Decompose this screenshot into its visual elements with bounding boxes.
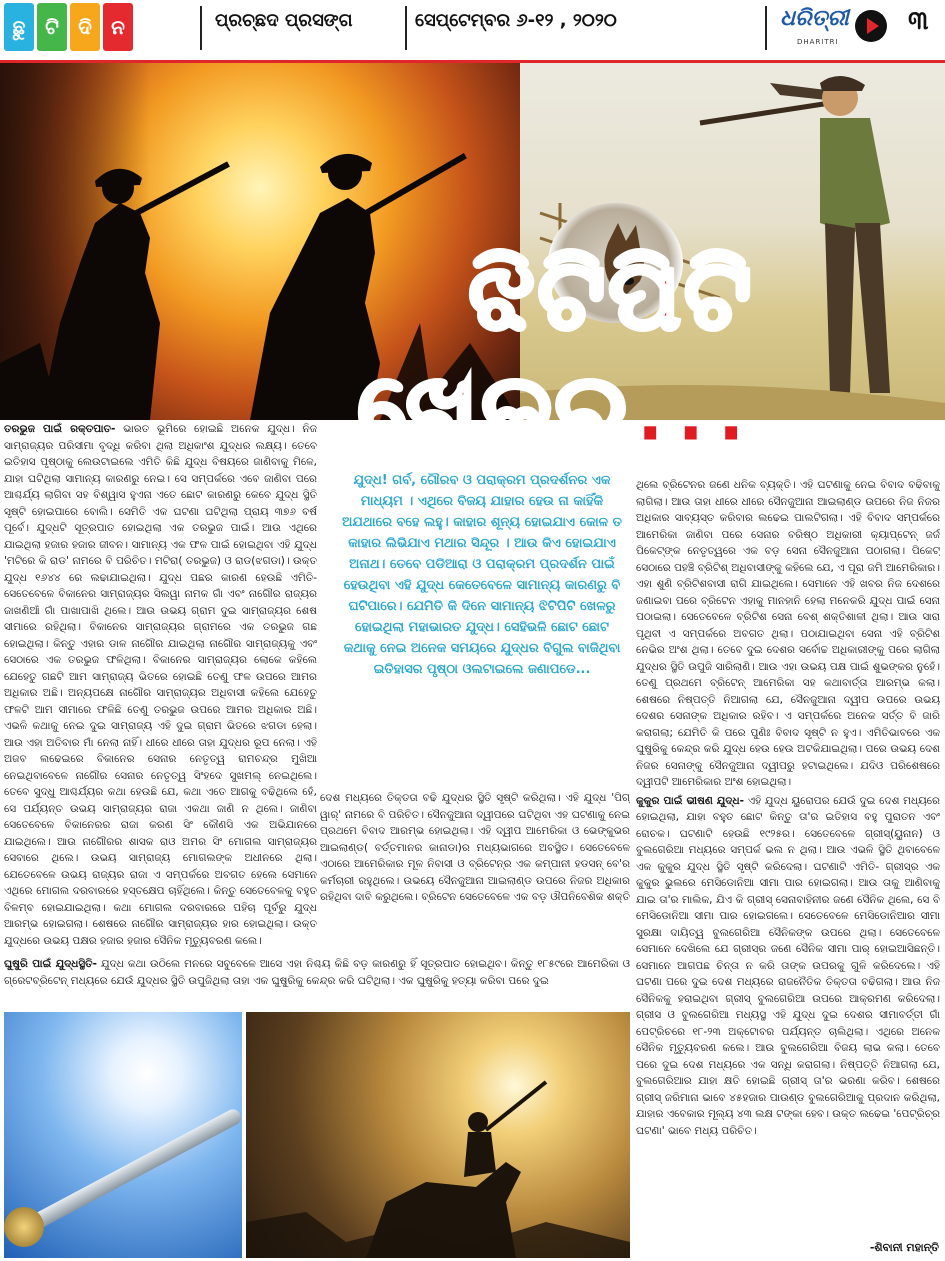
intro-blurb: ଯୁଦ୍ଧ! ଗର୍ବ, ଗୌରବ ଓ ପରାକ୍ରମ ପ୍ରଦର୍ଶନର ଏକ ମାଧ୍ୟମ । ଏଥିରେ ବିଜୟ ଯାହାର ହେଉ ନା କାହିଁକି ଅଯଥାରେ ବହେ ଲହୁ। କାହାର ଶୂନ୍ୟ ହୋଇଯାଏ କୋଳ ତ କାହାର ଲିଭିଯାଏ ମଥାର ସିନ୍ଦୂର । ଆଉ କିଏ ହୋଇଯାଏ ଅନାଥ। ତେବେ ପଡିଆରା ଓ ପରାକ୍ରମ ପ୍ରଦର୍ଶନ ପାଇଁ ହେଉଥିବା ଏହି ଯୁଦ୍ଧ କେତେବେଳେ ସାମାନ୍ୟ କାରଣରୁ ବି ଘଟିପାରେ। ଯେମିତି କି ଦିନେ ସାମାନ୍ୟ ଝିଟିପିଟି ଖେଳରୁ ହୋଇଥିଲା ମହାଭାରତ ଯୁଦ୍ଧ। ସେହିଭଳି ଛୋଟ ଛୋଟ କଥାକୁ ନେଇ ଅନେକ ସମୟରେ ଯୁଦ୍ଧର ବିଗୁଲ ବାଜିଥିବା ଇତିହାସର ପୃଷ୍ଠା ଓଲଟାଇଲେ ଜଣାପଡେ... [342,473,622,677]
battle-scene-photo [246,1012,630,1258]
sword-sky-photo [4,1012,242,1258]
article-paragraph [4,421,317,949]
paragraph-text: ଥିଲେ ବ୍ରିଟେନର ଜଣେ ଧନିକ ବ୍ୟକ୍ତି। ଏହି ଘଟଣାକୁ ନେଇ ବିବାଦ ବଢିବାକୁ ଲାଗିଲା। ଆଉ ତାହା ଧୀରେ ଧୀରେ ସୈନଜୁଆନା ଆଇଲାଣ୍ଡ ଉପରେ ନିଜ ନିଜର ଅଧିକାର ସାବ୍ୟସ୍ତ କରିବାର ଲଢେଇ ପାଲଟିଗଲା। ଏହି ବିବାଦ ସମ୍ପର୍କରେ ଆମେରିକା ଜାଣିବା ପରେ ସେନାର ବରିଷ୍ଠ ଅଧିକାରୀ କ୍ୟାପ୍ଟେନ୍ ଜର୍ଜ ପିକେଟ୍ଙ୍କ ନେତୃତ୍ୱରେ ଏକ ବଡ଼ ସେନା ସୈନଜୁଆନା ପଠାଗଲା। ପିକେଟ୍ ସେଠାରେ ପହଞ୍ଚି ବ୍ରିଟିଶ୍ ଅଧିବାସୀଙ୍କୁ କହିଲେ ଯେ, ଏ ପୂରା ଜମି ଆମେରିକାର। ଏହା ଶୁଣି ବ୍ରିଟିଶବାସୀ ରାଗି ଯାଇଥିଲେ। ସେମାନେ ଏହି ଖବର ନିଜ ଦେଶରେ ଜଣାଇବା ପରେ ବ୍ରିଟେନ ଏହାକୁ ମାନହାନି ହେଲା ମନେକରି ଯୁଦ୍ଧ ପାଇଁ ସେନା ପଠାଇଲା। ସେତେବେଳେ ବ୍ରିଟିଶ ସେନା ବେଶ୍ ଶକ୍ତିଶାଳୀ ଥିଲା। ଆଉ ସାରା ପୃଥିବୀ ଏ ସମ୍ପର୍କରେ ଅବଗତ ଥିଲା। ପଠାଯାଇଥିବା ସେନା ଏହି ବ୍ରିଟିଶ ନେଭିର ଅଂଶ ଥିଲା। ତେବେ ଦୁଇ ଦେଶର ସର୍ବୋଚ୍ଚ ଅଧିକାରୀଙ୍କୁ ପରେ ଲାଗିଲା ଯୁଦ୍ଧର ସ୍ଥିତି ଉପୁଜି ସାରିଲାଣି। ଆଉ ଏହା ଉଭୟ ପକ୍ଷ ପାଇଁ ଶୁଭଙ୍କର ନୁହେଁ। ତେଣୁ ପ୍ରଥମେ ବ୍ରିଟେନ୍ ଆମେରିକା ସହ କଥାବାର୍ତ୍ତା ଆରମ୍ଭ କଲା। ଶେଷରେ ନିଷ୍ପତ୍ତି ନିଆଗଲା ଯେ, ସୈନଜୁଆନା ଦ୍ୱୀପ ଉପରେ ଉଭୟ ଦେଶର ସେନାଙ୍କ ଅଧିକାର ରହିବ। ଏ ସମ୍ପର୍କରେ ଅନେକ ସର୍ତ୍ତ ବି ଜାରି କରାଗଲା; ଯେମିତି କି ପରେ ପୁଣିଃ ବିବାଦ ସୃଷ୍ଟି ନ ହୁଏ। ଏମିତିଭାବରେ ଏକ ଘୁଷୁରିକୁ କେନ୍ଦ୍ର କରି ଯୁଦ୍ଧ ହେଉ ହେଉ ଅଟକିଯାଇଥିଲା। ପରେ ଉଭୟ ଦେଶ ନିଜର ସେନାଙ୍କୁ ସୈନଜୁଆନା ଦ୍ୱୀପରୁ ହଟାଇଥିଲେ। ଯଦିଓ ପରିଶେଷରେ ଦ୍ୱୀପଟି ଆମେରିକାର ଅଂଶ ହୋଇଥିଲା। [636,479,940,788]
headline-line-1: ଝିଟିପିଟି [469,239,756,351]
cavalry-silhouette [246,1012,630,1258]
paragraph-text: ଯୁଦ୍ଧ କଥା ଉଠିଲେ ମନରେ ସବୁବେଳେ ଆସେ ଏହା ନିଶ୍ଚୟ କିଛି ବଡ଼ କାରଣରୁ ହିଁ ସୂତ୍ରପାତ ହୋଇଥିବ। କିନ୍ତୁ ୧୮୫୯ରେ ଆମେରିକା ଓ ଗ୍ରେଟବ୍ରିଟେନ୍ ମଧ୍ୟରେ ଯେଉଁ ଯୁଦ୍ଧର ସ୍ଥିତି ଉପୁଜିଥିଲା ତାହା ଏକ ଘୁଷୁରିକୁ କେନ୍ଦ୍ର କରି ଘଟିଥିଲା। ଏକ ଘୁଷୁରିକୁ ହତ୍ୟା କରିବା ପରେ ଦୁଇ [4,958,630,987]
logo-letter-3: ଦି [70,3,100,51]
section-heading: କୁକୁର ପାଇଁ ଭୀଷଣ ଯୁଦ୍ଧ- [636,794,744,807]
paragraph-text: ଭାରତ ଭୂମିରେ ହୋଇଛି ଅନେକ ଯୁଦ୍ଧ। ନିଜ ସାମ୍ରାଜ୍ୟର ପରିସୀମା ବୃଦ୍ଧି କରିବା ଥିଲା ଅଧିକାଂଶ ଯୁଦ୍ଧର ଲକ୍ଷ୍ୟ। ତେବେ ଇତିହାସ ପୃଷ୍ଠାକୁ ଲେଉଟାଇଲେ ଏମିତି କିଛି ଯୁଦ୍ଧ ବିଷୟରେ ଜାଣିବାକୁ ମିଳେ, ଯାହା ଘଟିଥିଲା ସାମାନ୍ୟ କାରଣରୁ ନେଇ। ସେ ସମ୍ପର୍କରେ ଏବେ ଜାଣିବା ପରେ ଆଶ୍ଚର୍ଯ୍ୟ ଲାଗିବା ସହ ବିଶ୍ୱାସ ହୁଏନା ଏତେ ଛୋଟ କାରଣରୁ କେବେ ଯୁଦ୍ଧ ସ୍ଥିତି ସୃଷ୍ଟି ହୋଇପାରେ ବୋଲି। ସେମିତି ଏକ ଘଟଣା ଘଟିଥିଲା ପ୍ରାୟ ୩୭୬ ବର୍ଷ ପୂର୍ବେ। ଯୁଦ୍ଧଟି ସୂତ୍ରପାତ ହୋଇଥିଲା ଏକ ତରଭୁଜ ପାଇଁ। ଆଉ ଏଥିରେ ଯାଇଥିଲା ହଜାର ହଜାର ଜୀବନ। ସାମାନ୍ୟ ଏକ ଫଳ ପାଇଁ ହୋଇଥିବା ଏହି ଯୁଦ୍ଧ 'ମଟିରେ କି ରାଡ' ନାମରେ ବି ପରିଚିତ। ମଟିରା( ତରଭୁଜ) ଓ ରାଡ(ଝଗଡା)। ଉକ୍ତ ଯୁଦ୍ଧ ୧୬୪୪ ରେ ଲଢାଯାଇଥିଲା। ଯୁଦ୍ଧ ପଛର କାରଣ ହେଉଛି ଏମିତି- ସେତେବେଳେ ବିକାନେର ସାମ୍ରାଜ୍ୟର ସିଲୱା ନାମକ ଗାଁ ଏବଂ ନାଗୌର ରାଜ୍ୟର ଜାଖଣିଆଁ ଗାଁ ପାଖାପାଖି ଥିଲେ। ଆଉ ଉଭୟ ଗ୍ରାମ ଦୁଇ ସାମ୍ରାଜ୍ୟର ଶେଷ ସୀମାରେ ରହିଥିଲା। ବିକାନେର ସାମ୍ରାଜ୍ୟର ଗ୍ରାମରେ ଏକ ତରଭୁଜ ଗଛ ହୋଇଥିଲା। କିନ୍ତୁ ଏହାର ଡାଳ ନାଗୌର ଯାଇଥିଲା ନାଗୌର ସାମ୍ରାଜ୍ୟକୁ ଏବଂ ସେଠାରେ ଏକ ତରଭୁଜ ଫଳିଥିଲା। ବିକାନେର ସାମ୍ରାଜ୍ୟର ଲୋକେ କହିଲେ ଯେହେତୁ ଗଛଟି ଆମ ସାମ୍ରାଜ୍ୟ ଭିତରେ ହୋଇଛି ତେଣୁ ଫଳ ଉପରେ ଆମର ଅଧିକାର ଅଛି। ଅନ୍ୟପକ୍ଷେ ନାଗୌର ସାମ୍ରାଜ୍ୟର ଅଧିବାସୀ କହିଲେ ଯେହେତୁ ଫଳଟି ଆମ ସୀମାରେ ଫଳିଛି ତେଣୁ ତରଭୁଜ ଉପରେ ଆମର ଅଧିକାର ଅଛି। ଏଭଳି କଥାକୁ ନେଇ ଦୁଇ ସାମ୍ରାଜ୍ୟ ଏହି ଦୁଇ ଗ୍ରାମ ଭିତରେ ଝଗଡା ହେଲା। ଆଉ ଏହା ଅତିବାର ମାଁ ନେଲା ନାହିଁ। ଧୀରେ ଧୀରେ ତାହା ଯୁଦ୍ଧର ରୂପ ନେଲା। ଏହି ଅଜବ ଲଢେଇରେ ବିକାନେର ସେନାର ନେତୃତ୍ୱ ରାମଚନ୍ଦ୍ର ମୁଖିଆ ନେଇଥିବାବେଳେ ନାଗୌର ସେନାର ନେତୃତ୍ୱ ସିଂହଦେ ସୁଖମଲ୍ ନେଇଥିଲେ। ତେବେ ସୁଦ୍ଧୁ ଆଶ୍ଚର୍ଯ୍ୟର କଥା ହେଉଛି ଯେ, କଥା ଏତେ ଆଗକୁ ବଢିଥିଲେ ହେଁ, ସେ ପର୍ଯ୍ୟନ୍ତ ଉଭୟ ସାମ୍ରାଜ୍ୟର ରାଜା ଏକଥା ଜାଣି ନ ଥିଲେ। ଜାଣିବା ସେତେବେଳେ ବିକାନେରର ରାଜା କରଣ ସିଂ କୌଣସି ଏକ ଅଭିଯାନରେ ଯାଇଥିଲେ। ଆଉ ନାଗୌରର ଶାସକ ରାଓ ଅମର ସିଂ ମୋଗଲ ସାମ୍ରାଜ୍ୟର ସେବାରେ ଥିଲେ। ଉଭୟ ସାମ୍ରାଜ୍ୟ ମୋଗଲଙ୍କ ଅଧୀନରେ ଥିଲା। ଯେତେବେଳେ ଉଭୟ ରାଜ୍ୟର ରାଜା ଏ ସମ୍ପର୍କରେ ଅବଗତ ହେଲେ ସେମାନେ ଏଥିରେ ମୋଗଲ ଦରବାରରେ ହସ୍ତକ୍ଷେପ ଚାହିଁଥିଲେ। କିନ୍ତୁ ସେତେବେଳକୁ ବହୁତ ବିଳମ୍ବ ହୋଇଯାଇଥିଲା। କଥା ମୋଗଲ ଦରବାରରେ ପହିଚା ପୂର୍ବରୁ ଯୁଦ୍ଧ ଆରମ୍ଭ ହୋଇଗଲା। ଶେଷରେ ନାଗୌର ସାମ୍ରାଜ୍ୟର ହାର ହୋଇଥିଲା। ଉକ୍ତ ଯୁଦ୍ଧରେ ଉଭୟ ପକ୍ଷର ହଜାର ହଜାର ସୈନିକ ମୃତ୍ୟୁବରଣ କଲେ। [4,423,317,947]
paragraph-text: ଦେଶ ମଧ୍ୟରେ ତିକ୍ତତା ବଢି ଯୁଦ୍ଧର ସ୍ଥିତି ସୃଷ୍ଟି କରିଥିଲା। ଏହି ଯୁଦ୍ଧ 'ପିଗ୍ ୱାର୍' ନାମରେ ବି ପରିଚିତ। ସୈନଜୁଆନା ଦ୍ୱୀପରେ ଘଟିଥିବା ଏହ ଘଟଣାକୁ ନେଇ ପ୍ରଥମେ ବିବାଦ ଆରମ୍ଭ ହୋଇଥିଲା। ଏହି ଦ୍ୱୀପ ଆମେରିକା ଓ ଭେଙ୍କୁଭର ଆଇଲାଣ୍ଡ( ବର୍ତ୍ତମାନର କାନାଡା)ର ମଧ୍ୟଭାଗରେ ଅବସ୍ଥିତ। ସେତେବେଳେ ଏଠାରେ ଆମେରିକାର ମୂଳ ନିବାସୀ ଓ ବ୍ରିଟେନ୍ର ଏକ କମ୍ପାନୀ ହଡସନ୍ ବେ'ର କର୍ମଚାରୀ ରହୁଥିଲେ। ଉଭୟେ ସୈନଜୁଆନା ଆଇଲାଣ୍ଡ ଉପରେ ନିଜର ଅଧିକାର ରହିଥିବା ଦାବି କରୁଥିଲେ। ବ୍ରିଟେନ ସେତେବେଳେ ଏକ ବଡ଼ ଔପନିବେଶିକ ଶକ୍ତି [320,792,630,903]
column-left-bottom [4,956,630,1008]
section-heading: ତରଭୁଜ ପାଇଁ ରକ୍ତପାତ- [4,423,116,435]
article-paragraph [636,793,940,1140]
brand-name: ଧରିତ୍ରୀ [780,6,849,31]
publication-logo [4,3,133,51]
column-left [4,421,317,956]
page-number: ୩ [908,6,929,36]
brand-subtitle: DHARITRI [797,38,839,46]
header-divider [765,6,767,50]
section-heading: ଘୁଷୁରି ପାଇଁ ଯୁଦ୍ଧସ୍ଥିତି- [4,958,97,970]
header-divider [200,6,202,50]
logo-letter-4: ନ [103,3,133,51]
column-middle [320,790,630,906]
headline-line-2: ଖେଳରୁ... [358,353,754,465]
logo-letter-1: ଛୁ [4,3,34,51]
paragraph-text: ଏହି ଯୁଦ୍ଧ ୟୁରୋପର ଯେଉଁ ଦୁଇ ଦେଶ ମଧ୍ୟରେ ହୋଇଥିଲା, ଯାହା ବହୁତ ଛୋଟ କିନ୍ତୁ ତା'ର ଇତିହାସ ବହୁ ପୁରାତନ ଏବଂ ରୋଚକ। ଘଟଣାଟି ହେଉଛି ୧୯୨୫ର। ସେତେବେଳେ ଗ୍ରୀସ୍(ୟୁନାନ) ଓ ବୁଲଗେରିଆ ମଧ୍ୟରେ ସମ୍ପର୍କ ଭଲ ନ ଥିଲା। ଆଉ ଏଭଳି ସ୍ଥିତି ଥିବାବେଳେ ଏକ କୁକୁର ଯୁଦ୍ଧ ସ୍ଥିତି ସୃଷ୍ଟି କରିଦେଲା। ଘଟଣାଟି ଏମିତି- ଗ୍ରୀସ୍ର ଏକ କୁକୁର ଭୁଲରେ ମେସିଡୋନିଆ ସୀମା ପାର ହୋଇଗଲା। ଆଉ ତାକୁ ଆଣିବାକୁ ଯାଇ ତା'ର ମାଲିକ, ଯିଏ କି ଗ୍ରୀସ୍ ସେନାବାହିନୀର ଜଣେ ସୈନିକ ଥିଲେ, ସେ ବି ମେସିଡୋନିଆ ସୀମା ପାର ହୋଇଗଲେ। ସେତେବେଳେ ମେସିଡୋନିଆର ସୀମା ସୁରକ୍ଷା ଦାୟିତ୍ୱ ବୁଲଗେରିଆ ସୈନିକଙ୍କ ଉପରେ ଥିଲା। ସେତେବେଳେ ସେମାନେ ଦେଖିଲେ ଯେ ଗ୍ରୀସ୍ର ଜଣେ ସୈନିକ ସୀମା ପାର୍ ହୋଇଆସିଛନ୍ତି। ସେମାନେ ଆଗପଛ ଚିନ୍ତା ନ କରି ତାଙ୍କ ଉପରକୁ ଗୁଳି କରିଦେଲେ। ଏହି ଘଟଣା ପରେ ଦୁଇ ଦେଶ ମଧ୍ୟରେ ରାଜନୈତିକ ତିକ୍ତତା ବଢିଗଲା। ଆଉ ନିଜ ସୈନିକକୁ ହରାଇଥିବା ଗ୍ରୀସ୍ ବୁଲଗେରିଆ ଉପରେ ଆକ୍ରମଣ କରିଦେଲା। ଗ୍ରୀସ ଓ ବୁଲଗେରିଆ ମଧ୍ୟସ୍ଥ ଏହି ଯୁଦ୍ଧ ଦୁଇ ଦେଶର ସୀମାବର୍ତ୍ତୀ ଗାଁ ପେଟ୍ରିଚରେ ୧୮-୨୩ ଅକ୍ଟୋବର ପର୍ଯ୍ୟନ୍ତ ଚାଲିଥିଲା। ଏଥିରେ ଅନେକ ସୈନିକ ମୃତ୍ୟୁବରଣ କଲେ। ଆଉ ବୁଲଗେରିଆ ବିଜୟ ଲାଭ କଲା। ତେବେ ପରେ ଦୁଇ ଦେଶ ମଧ୍ୟରେ ଏକ ସନ୍ଧି କରାଗଲା। ନିଷ୍ପତ୍ତି ନିଆଗଲା ଯେ, ବୁଲଗେରିଆର ଯାହା କ୍ଷତି ହୋଇଛି ଗ୍ରୀସ୍ ତା'ର ଭରଣା କରିବ। ଶେଷରେ ଗ୍ରୀସ୍ ଜରିମାନା ଭାବେ ୪୫ହଜାର ପାଉଣ୍ଡ ବୁଲଗେରିଆକୁ ପ୍ରଦାନ କରିଥିଲା, ଯାହାର ଏବେକାର ମୂଲ୍ୟ ୪୩ ଲକ୍ଷ ଟଙ୍କା ହେବ। ଉକ୍ତ ଲଢେଇ 'ପେଟ୍ରିଚ୍ର ଘଟଣା' ଭାବେ ମଧ୍ୟ ପରିଚିତ। [636,794,940,1137]
sword-hilt-icon [4,1207,44,1247]
play-icon [855,10,887,42]
section-label: ପ୍ରଚ୍ଛଦ ପ୍ରସଙ୍ଗ [215,10,353,31]
issue-date: ସେପ୍ଟେମ୍ବର ୬-୧୨ , ୨୦୨୦ [415,10,617,31]
sword-icon [24,1107,243,1234]
column-right [636,477,940,1257]
bottom-photos [4,1012,630,1258]
article-author: -ଶିବାନୀ ମହାନ୍ତି [869,1241,939,1254]
article-paragraph [4,956,630,989]
page-header [0,0,945,63]
logo-letter-2: ଟି [37,3,67,51]
header-divider [405,6,407,50]
